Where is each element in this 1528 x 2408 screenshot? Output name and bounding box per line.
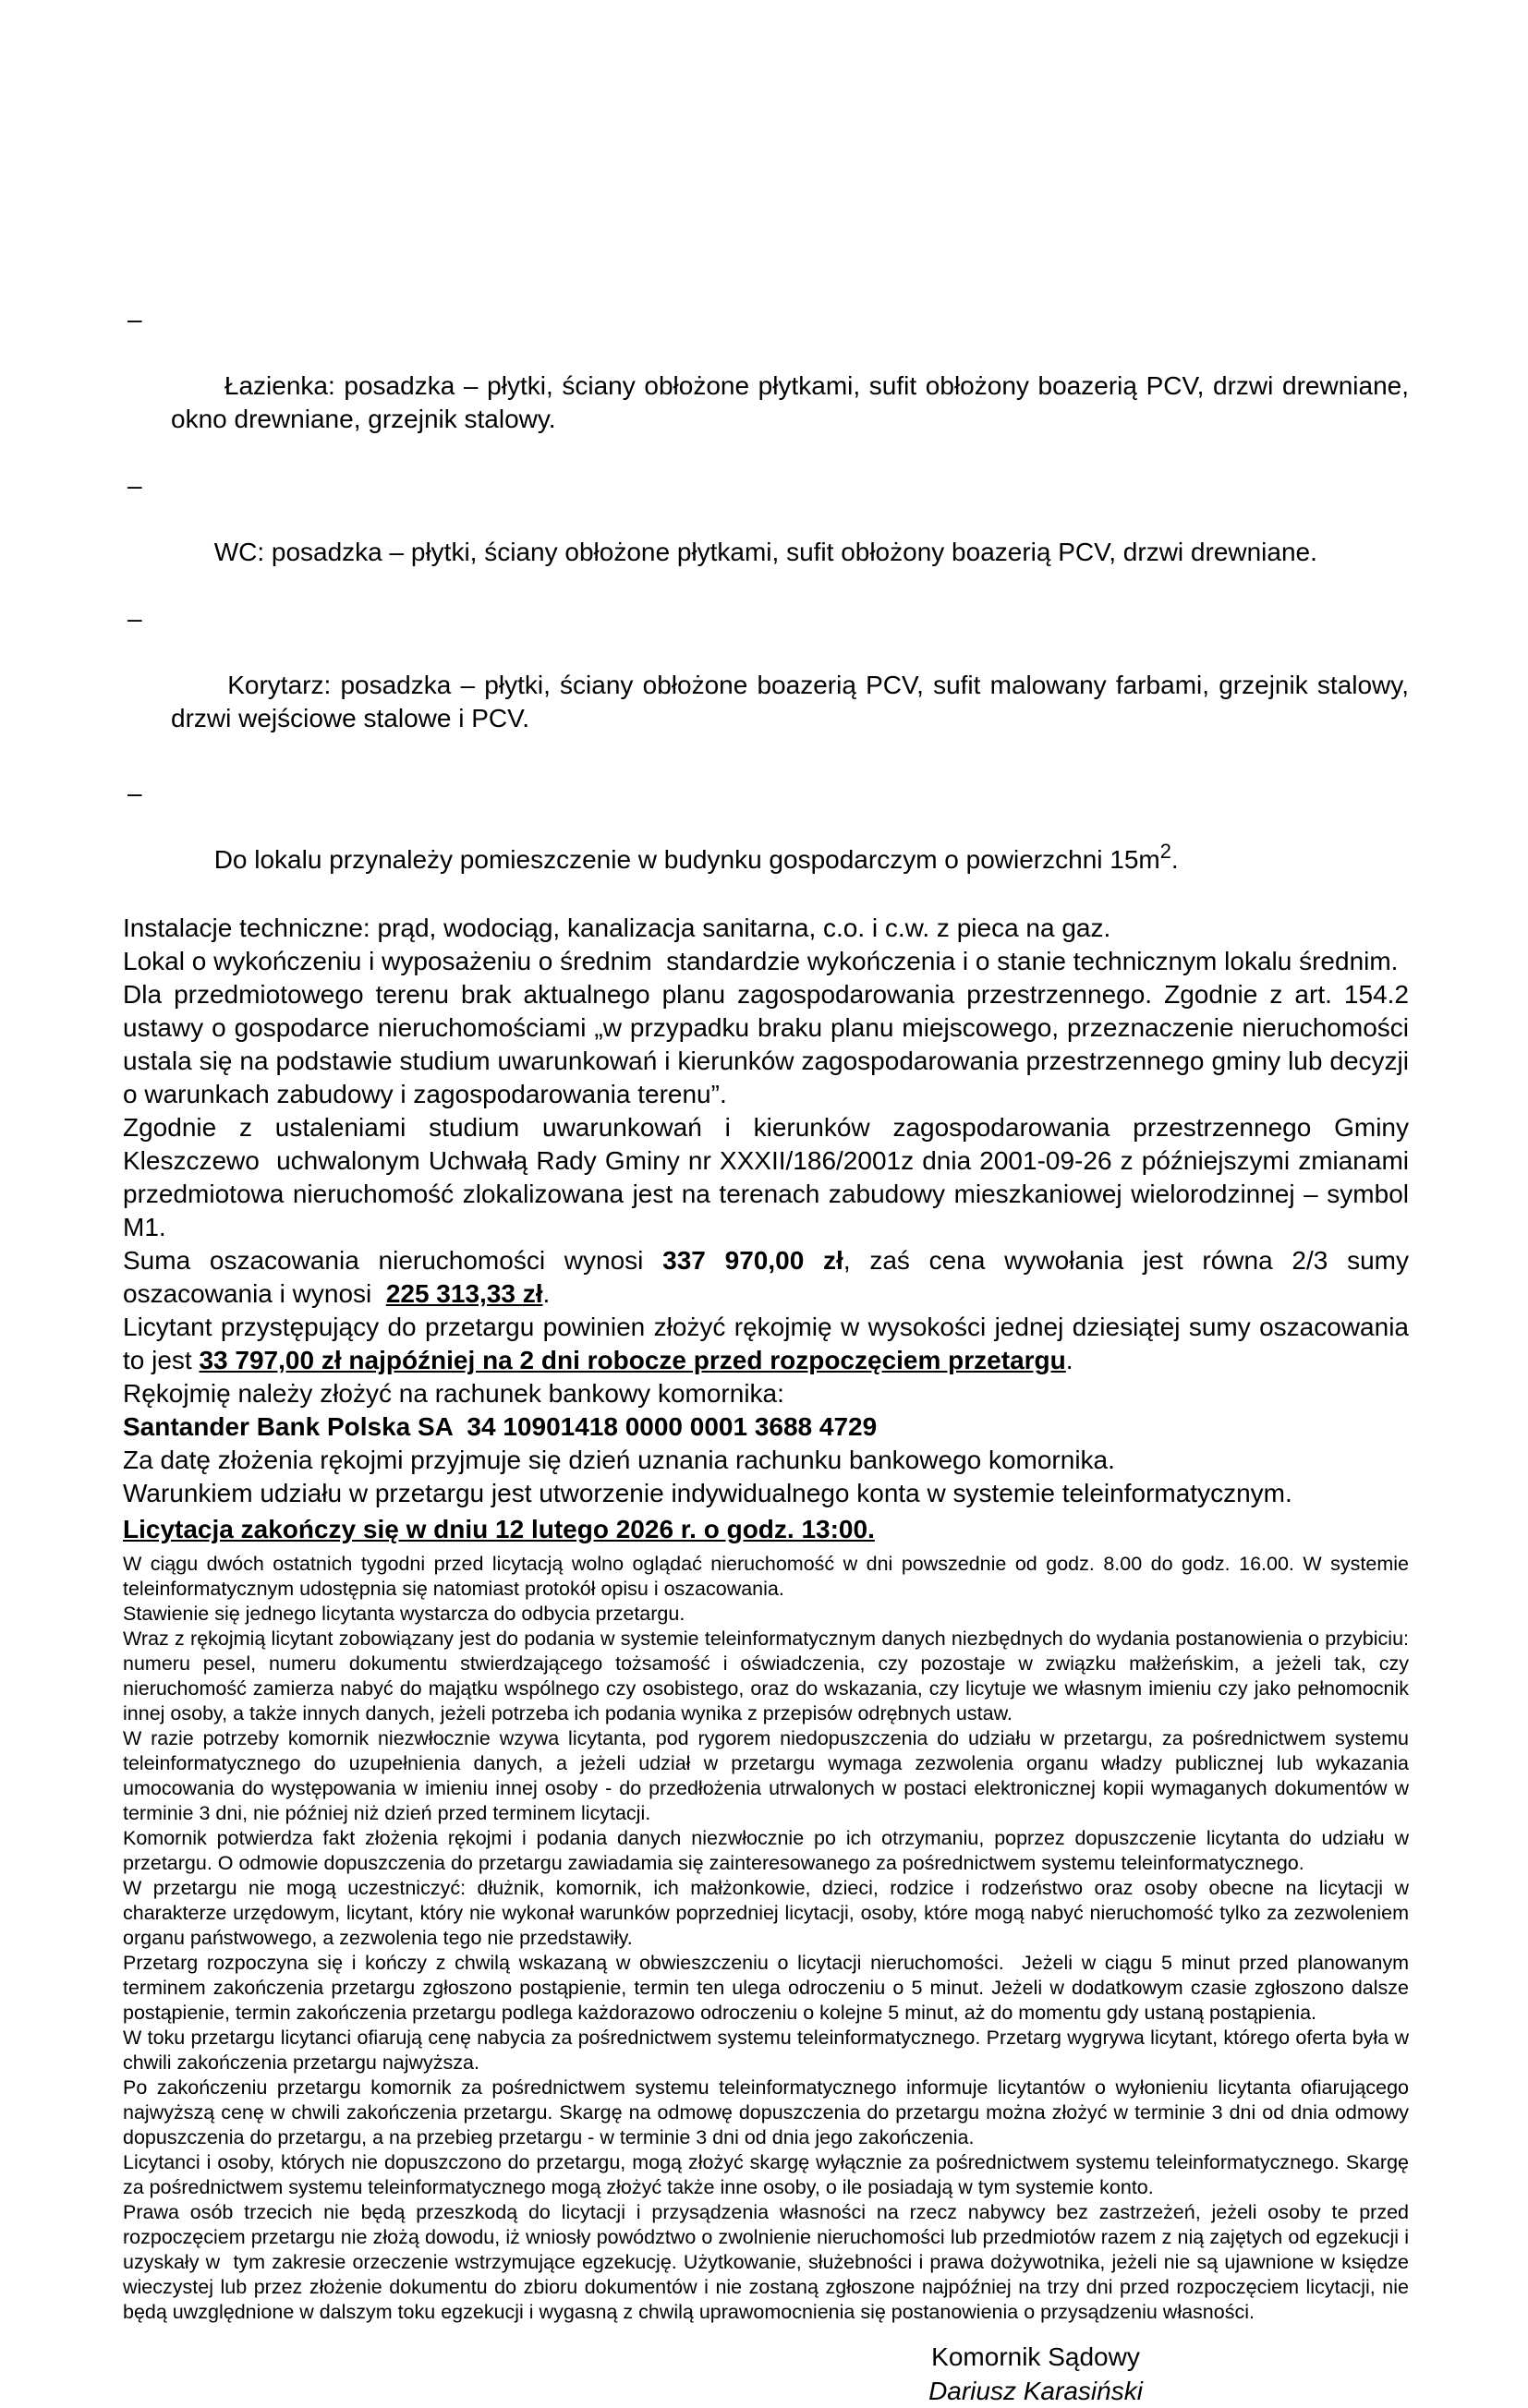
suma-text-3: .: [542, 1279, 551, 1308]
rekojmia-amount-deadline: 33 797,00 zł najpóźniej na 2 dni robocze przed rozpoczęciem przetargu: [199, 1346, 1066, 1374]
paragraph-studium: Zgodnie z ustaleniami studium uwarunkowań i kierunków zagospodarowania przestrzennego Gminy Kleszczewo uchwalonym Uchwałą Rady Gminy nr XXXII/186/2001z dnia 2001-09-26 z późniejszymi zmianami przedmiotowa nieruchomość zlokalizowana jest na terenach zabudowy mieszkaniowej wielorodzinnej – symbol M1.: [123, 1113, 1416, 1241]
suma-amount: 337 970,00 zł: [662, 1246, 843, 1275]
fine-print-skarga-system: Licytanci i osoby, których nie dopuszczono do przetargu, mogą złożyć skargę wyłącznie za pośrednictwem systemu teleinformatycznego. Skargę za pośrednictwem systemu teleinformatycznego mogą złożyć także inne osoby, o ile posiadają w tym systemie konto.: [123, 2151, 1414, 2198]
suma-text-1: Suma oszacowania nieruchomości wynosi: [123, 1246, 663, 1275]
document-content: [123, 303, 1416, 2408]
bullet-wc: [123, 469, 1409, 602]
bullet-dash: –: [127, 471, 142, 500]
paragraph-instalacje: Instalacje techniczne: prąd, wodociąg, kanalizacja sanitarna, c.o. i c.w. z pieca na gaz.: [123, 914, 1111, 942]
fine-print-ogladanie: W ciągu dwóch ostatnich tygodni przed licytacją wolno oglądać nieruchomość w dni powszednie od godz. 8.00 do godz. 16.00. W systemie teleinformatycznym udostępnia się natomiast protokół opisu i oszacowania.: [123, 1553, 1414, 1600]
suma-text-2: , zaś cena wywołania jest równa 2/3 sumy oszacowania i wynosi: [123, 1246, 1416, 1308]
fine-print-dane-licytanta: Wraz z rękojmią licytant zobowiązany jest do podania w systemie teleinformatycznym danych niezbędnych do wydania postanowienia o przybiciu: numeru pesel, numeru dokumentu stwierdzającego tożsamość i oświadczenia, czy pozostaje w związku małżeńskim, a jeżeli tak, czy nieruchomość zamierza nabyć do majątku wspólnego czy osobistego, oraz do wskazania, czy licytuje we własnym imieniu czy jako pełnomocnik innej osoby, a także innych danych, jeżeli potrzeba ich podania wynika z przepisów odrębnych ustaw.: [123, 1628, 1414, 1724]
signature-role: Komornik Sądowy: [931, 2342, 1140, 2371]
fine-print-wylaczenia: W przetargu nie mogą uczestniczyć: dłużnik, komornik, ich małżonkowie, dzieci, rodzice i rodzeństwo oraz osoby obecne na licytacji w charakterze urzędowym, licytant, który nie wykonał warunków poprzedniej licytacji, osoby, które mogą nabyć nieruchomość tylko za zezwoleniem organu państwowego, a zezwolenia tego nie przedstawiły.: [123, 1877, 1414, 1949]
paragraph-data-zlozenia: Za datę złożenia rękojmi przyjmuje się dzień uznania rachunku bankowego komornika.: [123, 1446, 1115, 1474]
signature-block: [842, 2340, 1230, 2408]
fine-print-wezwanie: W razie potrzeby komornik niezwłocznie wzywa licytanta, pod rygorem niedopuszczenia do udziału w przetargu, za pośrednictwem systemu teleinformatycznego do uzupełnienia danych, a jeżeli udział w przetargu wymaga zezwolenia organu władzy publicznej lub wykazania umocowania do występowania w imieniu innej osoby - do przedłożenia utrwalonych w postaci elektronicznej kopii wymaganych dokumentów w terminie 3 dni, nie później niż dzień przed terminem licytacji.: [123, 1727, 1414, 1824]
bullet-korytarz-text: Korytarz: posadzka – płytki, ściany obłożone boazerią PCV, sufit malowany farbami, grzejnik stalowy, drzwi wejściowe stalowe i PCV.: [171, 671, 1416, 732]
bullet-dash: –: [127, 604, 142, 633]
bullet-lazienka-text: Łazienka: posadzka – płytki, ściany obłożone płytkami, sufit obłożony boazerią PCV, drzwi drewniane, okno drewniane, grzejnik stalowy.: [171, 371, 1416, 433]
fine-print-skarga: Po zakończeniu przetargu komornik za pośrednictwem systemu teleinformatycznego informuje licytantów o wyłonieniu licytanta ofiarującego najwyższą cenę w chwili zakończenia przetargu. Skargę na odmowę dopuszczenia do przetargu można złożyć w terminie 3 dni od dnia odmowy dopuszczenia do przetargu, a na przebieg przetargu - w terminie 3 dni od dnia jego zakończenia.: [123, 2076, 1414, 2148]
licytant-text-1: Licytant przystępujący do przetargu powinien złożyć rękojmię w wysokości jednej dziesiątej sumy oszacowania to jest: [123, 1313, 1416, 1374]
paragraph-rekojmia-info: Rękojmię należy złożyć na rachunek bankowy komornika:: [123, 1379, 784, 1408]
bullet-dash: –: [127, 779, 142, 807]
auction-end-heading: Licytacja zakończy się w dniu 12 lutego 2026 r. o godz. 13:00.: [123, 1515, 875, 1543]
bullet-annex-text: Do lokalu przynależy pomieszczenie w budynku gospodarczym o powierzchni 15m: [213, 845, 1160, 874]
fine-print-oferty: W toku przetargu licytanci ofiarują cenę nabycia za pośrednictwem systemu teleinformatycznego. Przetarg wygrywa licytant, którego oferta była w chwili zakończenia przetargu najwyższa.: [123, 2027, 1414, 2074]
paragraph-suma-oszacowania: [123, 1244, 1416, 1311]
paragraph-warunek-udzialu: Warunkiem udziału w przetargu jest utworzenie indywidualnego konta w systemie teleinformatycznym.: [123, 1479, 1292, 1507]
paragraph-plan-zagospodarowania: Dla przedmiotowego terenu brak aktualnego planu zagospodarowania przestrzennego. Zgodnie z art. 154.2 ustawy o gospodarce nieruchomościami „w przypadku braku planu miejscowego, przeznaczenie nieruchomości ustala się na podstawie studium uwarunkowań i kierunków zagospodarowania przestrzennego gminy lub decyzji o warunkach zabudowy i zagospodarowania terenu”.: [123, 980, 1416, 1108]
fine-print-przebieg: Przetarg rozpoczyna się i kończy z chwilą wskazaną w obwieszczeniu o licytacji nieruchomości. Jeżeli w ciągu 5 minut przed planowanym terminem zakończenia przetargu zgłoszono postąpienie, termin ten ulega odroczeniu o 5 minut. Jeżeli w dodatkowym czasie zgłoszono dalsze postąpienie, termin zakończenia przetargu podlega każdorazowo odroczeniu o kolejne 5 minut, aż do momentu gdy ustaną postąpienia.: [123, 1952, 1414, 2024]
paragraph-lokal: Lokal o wykończeniu i wyposażeniu o średnim standardzie wykończenia i o stanie technicznym lokalu średnim.: [123, 947, 1399, 975]
paragraph-rekojmia: [123, 1311, 1416, 1377]
fine-print-potwierdzenie: Komornik potwierdza fakt złożenia rękojmi i podania danych niezwłocznie po ich otrzymaniu, poprzez dopuszczenie licytanta do udziału w przetargu. O odmowie dopuszczenia do przetargu zawiadamia się zainteresowanego za pośrednictwem systemu teleinformatycznego.: [123, 1827, 1414, 1874]
fine-print-stawienie: Stawienie się jednego licytanta wystarcza do odbycia przetargu.: [123, 1603, 685, 1625]
bullet-annex: [123, 777, 1409, 912]
bullet-lazienka: [123, 303, 1416, 469]
bullet-dash: –: [127, 305, 142, 333]
bullet-wc-text: WC: posadzka – płytki, ściany obłożone płytkami, sufit obłożony boazerią PCV, drzwi drewniane.: [213, 538, 1317, 566]
licytant-text-2: .: [1065, 1346, 1073, 1374]
bank-account-number: Santander Bank Polska SA 34 10901418 0000 0001 3688 4729: [123, 1412, 878, 1441]
bullet-annex-period: .: [1170, 845, 1179, 874]
fine-print-prawa-osob-trzecich: Prawa osób trzecich nie będą przeszkodą do licytacji i przysądzenia własności na rzecz nabywcy bez zastrzeżeń, jeżeli osoby te przed rozpoczęciem przetargu nie złożą dowodu, iż wniosły powództwo o zwolnienie nieruchomości lub przedmiotów razem z nią zajętych od egzekucji i uzyskały w tym zakresie orzeczenie wstrzymujące egzekucję. Użytkowanie, służebności i prawa dożywotnika, jeżeli nie są ujawnione w księdze wieczystej lub przez złożenie dokumentu do zbioru dokumentów i nie zostaną zgłoszone najpóźniej na trzy dni przed rozpoczęciem licytacji, nie będą uwzględnione w dalszym toku egzekucji i wygasną z chwilą uprawomocnienia się postanowienia o przysądzeniu własności.: [123, 2201, 1414, 2323]
signature-name: Dariusz Karasiński: [928, 2377, 1143, 2405]
bullet-korytarz: [123, 602, 1416, 768]
cena-wywolania-amount: 225 313,33 zł: [385, 1279, 543, 1308]
superscript-2: 2: [1159, 840, 1171, 864]
